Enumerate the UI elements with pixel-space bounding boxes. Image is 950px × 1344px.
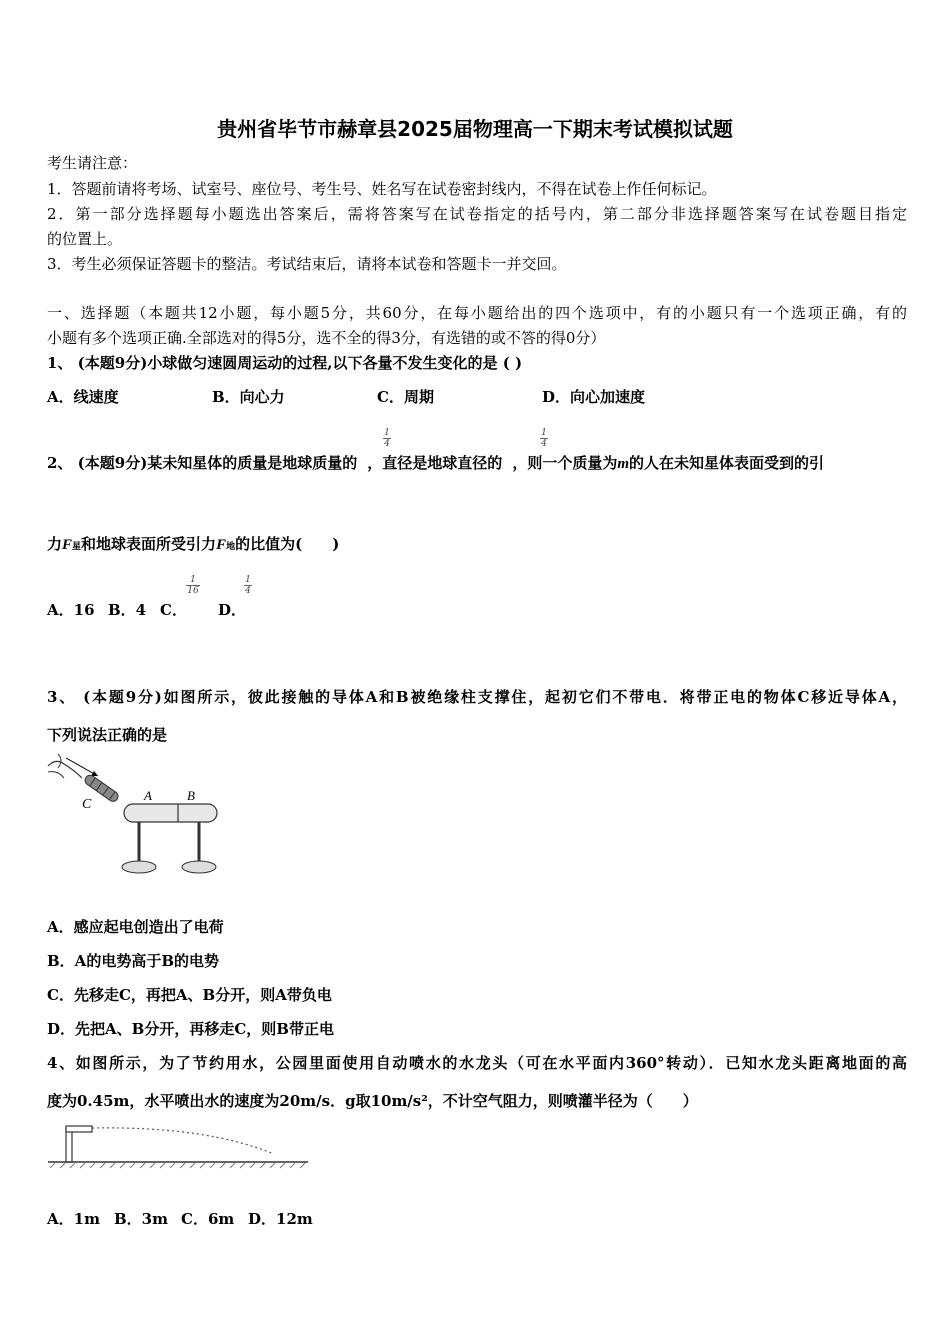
question-3-stem: 3、 (本题9分)如图所示，彼此接触的导体A和B被绝缘柱支撑住，起初它们不带电．将带正电的物体C移近导体A， (47, 688, 907, 706)
q2-fraction-diameter (540, 428, 548, 449)
q2-option-d: D． (218, 601, 247, 619)
question-1-stem: 1、 (本题9分)小球做匀速圆周运动的过程,以下各量不发生变化的是 ( ) (47, 354, 523, 372)
q2-fraction-mass (383, 428, 391, 449)
notice-item-3: 3．考生必须保证答题卡的整洁。考试结束后，请将本试卷和答题卡一并交回。 (47, 255, 567, 273)
q2-var-F-earth: F (216, 537, 227, 553)
section-heading-line1: 一、选择题（本题共12小题，每小题5分，共60分，在每小题给出的四个选项中，有的小题只有一个选项正确，有的 (47, 304, 907, 322)
label-b: B (187, 788, 195, 803)
q4-option-c: C．6m (181, 1210, 235, 1228)
q2-var-F-star: F (62, 537, 73, 553)
q1-option-d: D．向心加速度 (542, 388, 646, 406)
frac-denominator: 16 (187, 586, 199, 596)
notice-heading: 考生请注意： (47, 154, 138, 172)
sprinkler-diagram (46, 1118, 310, 1170)
q2-var-m: m (617, 456, 629, 472)
q1-option-c: C．周期 (377, 388, 434, 406)
q2-stem-part-c: ，则一个质量为 (512, 454, 618, 472)
q2-stem-part-d: 的人在未知星体表面受到的引 (629, 454, 825, 472)
q2-line2-c: 的比值为( ) (235, 535, 340, 553)
frac-denominator: 4 (541, 439, 547, 449)
q2-stem-part-a: 2、 (本题9分)某未知星体的质量是地球质量的 (47, 454, 358, 472)
q2-line2-b: 和地球表面所受引力 (81, 535, 217, 553)
section-heading-line2: 小题有多个选项正确.全部选对的得5分，选不全的得3分，有选错的或不答的得0分） (47, 329, 606, 347)
q2-sub-star: 星 (72, 542, 82, 552)
q2-option-a: A．16 (47, 601, 95, 619)
q1-option-a: A．线速度 (47, 388, 119, 406)
frac-denominator: 4 (384, 439, 390, 449)
frac-numerator: 1 (541, 428, 547, 438)
q4-option-d: D．12m (248, 1210, 313, 1228)
q2-stem-part-b: ，直径是地球直径的 (367, 454, 503, 472)
frac-numerator: 1 (190, 575, 196, 585)
q4-option-a: A．1m (47, 1210, 100, 1228)
question-4-stem-line2: 度为0.45m，水平喷出水的速度为20m/s．g取10m/s²，不计空气阻力，则喷灌半径为（ ） (47, 1092, 698, 1110)
notice-item-1: 1．答题前请将考场、试室号、座位号、考生号、姓名写在试卷密封线内，不得在试卷上作任何标记。 (47, 180, 717, 198)
q3-option-a: A．感应起电创造出了电荷 (47, 918, 224, 936)
q2-option-d-fraction (244, 575, 252, 596)
question-2-stem (47, 452, 907, 473)
frac-denominator: 4 (245, 586, 251, 596)
label-a: A (144, 788, 152, 803)
q3-option-b: B．A的电势高于B的电势 (47, 952, 219, 970)
q4-option-b: B．3m (114, 1210, 168, 1228)
notice-item-2-cont: 的位置上。 (47, 230, 123, 248)
q2-option-c: C． (160, 601, 187, 619)
q1-option-b: B．向心力 (212, 388, 285, 406)
question-4-stem: 4、如图所示，为了节约用水，公园里面使用自动喷水的水龙头（可在水平面内360°转动）．已知水龙头距离地面的高 (47, 1054, 907, 1072)
q2-option-c-fraction (186, 575, 200, 596)
q3-option-c: C．先移走C，再把A、B分开，则A带负电 (47, 986, 332, 1004)
frac-numerator: 1 (245, 575, 251, 585)
notice-item-2: 2．第一部分选择题每小题选出答案后，需将答案写在试卷指定的括号内，第二部分非选择题答案写在试卷题目指定 (47, 205, 907, 223)
q2-line2-a: 力 (47, 535, 63, 553)
frac-numerator: 1 (384, 428, 390, 438)
question-2-stem-line2 (47, 533, 339, 554)
page-title: 贵州省毕节市赫章县2025届物理高一下期末考试模拟试题 (217, 117, 733, 141)
q3-option-d: D．先把A、B分开，再移走C，则B带正电 (47, 1020, 334, 1038)
conductor-ab (124, 804, 217, 822)
conductor-diagram (44, 752, 234, 882)
water-trajectory (92, 1128, 274, 1154)
question-3-stem-line2: 下列说法正确的是 (47, 726, 168, 744)
q2-option-b: B．4 (108, 601, 147, 619)
q2-sub-earth: 地 (226, 542, 236, 552)
label-c: C (82, 797, 92, 812)
